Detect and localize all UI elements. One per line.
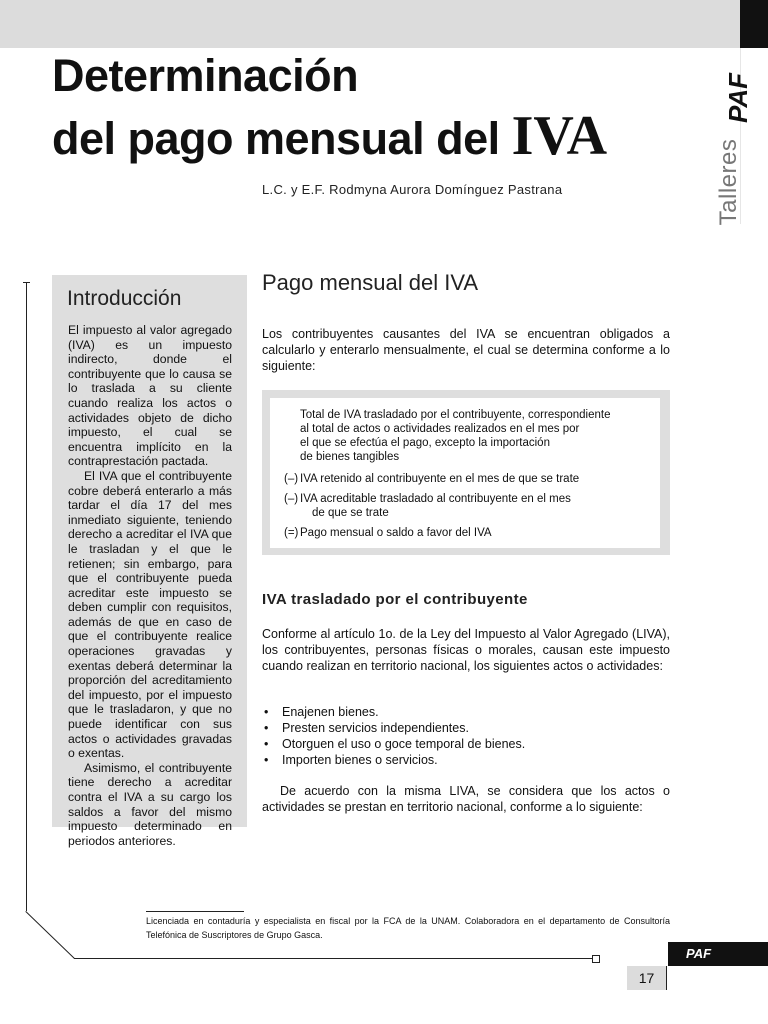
- calc-line: Pago mensual o saldo a favor del IVA: [300, 527, 492, 539]
- calc-line: el que se efectúa el pago, excepto la importación: [300, 437, 550, 449]
- frame-line-end-marker: [592, 955, 600, 963]
- top-bar: [0, 0, 740, 48]
- list-item: • Importen bienes o servicios.: [262, 752, 670, 768]
- section-heading-iva-trasladado: IVA trasladado por el contribuyente: [262, 591, 528, 608]
- title-prefix: del pago mensual del: [52, 113, 512, 164]
- intro-paragraph: El impuesto al valor agregado (IVA) es un impuesto indirecto, donde el contribuyente que lo causa se lo traslada a su cliente cuando realiza los actos o actividades objeto de dicho impuesto, el cual se encuentra implícito en la contraprestación pactada.: [68, 323, 232, 469]
- calc-line: IVA acreditable trasladado al contribuyente en el mes: [300, 493, 571, 505]
- section2-closing-paragraph: De acuerdo con la misma LIVA, se considera que los actos o actividades se prestan en territorio nacional, conforme a lo siguiente:: [262, 784, 670, 814]
- list-item: • Presten servicios independientes.: [262, 720, 670, 736]
- title-iva: IVA: [511, 105, 608, 167]
- intro-heading: Introducción: [67, 287, 182, 310]
- frame-vertical-line: [26, 283, 27, 911]
- frame-diagonal-line: [25, 911, 75, 959]
- section2-paragraph: Conforme al artículo 1o. de la Ley del Impuesto al Valor Agregado (LIVA), los contribuyentes, personas físicas o morales, causan este impuesto cuando realizan en territorio nacional, los siguientes actos o actividades:: [262, 627, 670, 673]
- side-brand-logo: PAF: [723, 72, 753, 124]
- calc-line: de que se trate: [312, 507, 389, 519]
- activities-list: [262, 704, 670, 768]
- section-heading-pago-mensual: Pago mensual del IVA: [262, 270, 479, 295]
- calc-sign: (–): [284, 493, 299, 505]
- intro-sidebar: [52, 275, 247, 848]
- frame-bottom-line: [74, 958, 594, 959]
- footnote-rule: [146, 911, 244, 912]
- footnote: Licenciada en contaduría y especialista en fiscal por la FCA de la UNAM. Colaboradora en el departamento de Consultoría Telefónica de Suscriptores de Grupo Gasca.: [146, 916, 670, 940]
- footer-brand-bar: PAF: [668, 942, 768, 966]
- section1-paragraph: Los contribuyentes causantes del IVA se encuentran obligados a calcularlo y enterarlo mensualmente, el cual se determina conforme a lo siguiente:: [262, 327, 670, 373]
- list-item: • Enajenen bienes.: [262, 704, 670, 720]
- page-number: 17: [627, 966, 667, 990]
- calc-line: IVA retenido al contribuyente en el mes de que se trate: [300, 473, 580, 485]
- calc-sign: (–): [284, 473, 299, 485]
- list-item: • Otorguen el uso o goce temporal de bienes.: [262, 736, 670, 752]
- intro-paragraph: El IVA que el contribuyente cobre deberá enterarlo a más tardar el día 17 del mes inmediato siguiente, teniendo derecho a acreditar el IVA que le trasladan y el que le retienen; sin embargo, para que el contribuyente pueda acreditar este impuesto se deben cumplir con requisitos, además de que en caso de que el contribuyente realice operaciones gravadas y exentas deberá determinar la proporción del acreditamiento del impuesto, por el impuesto que le trasladaron, y que no puede identificar con sus actos o actividades gravadas o exentas.: [68, 468, 232, 761]
- page-title-line1: Determinación: [52, 50, 359, 101]
- calc-lines: [300, 492, 630, 520]
- calc-sign: (=): [284, 527, 299, 539]
- intro-body: [68, 323, 232, 848]
- calc-line: de bienes tangibles: [300, 451, 400, 463]
- side-section-label: Talleres: [715, 138, 742, 226]
- author-line: L.C. y E.F. Rodmyna Aurora Domínguez Pastrana: [262, 182, 563, 197]
- intro-paragraph: Asimismo, el contribuyente tiene derecho a acreditar contra el IVA a su cargo los saldos a favor del mismo impuesto determinado en periodos anteriores.: [68, 760, 232, 848]
- calculation-box: [262, 390, 670, 555]
- calc-line: Total de IVA trasladado por el contribuyente, correspondiente: [300, 409, 611, 421]
- top-corner-block: [740, 0, 768, 48]
- calc-line: al total de actos o actividades realizados en el mes por: [300, 423, 580, 435]
- page-title-line2: [52, 104, 607, 168]
- calculation-box-inner: [270, 398, 660, 548]
